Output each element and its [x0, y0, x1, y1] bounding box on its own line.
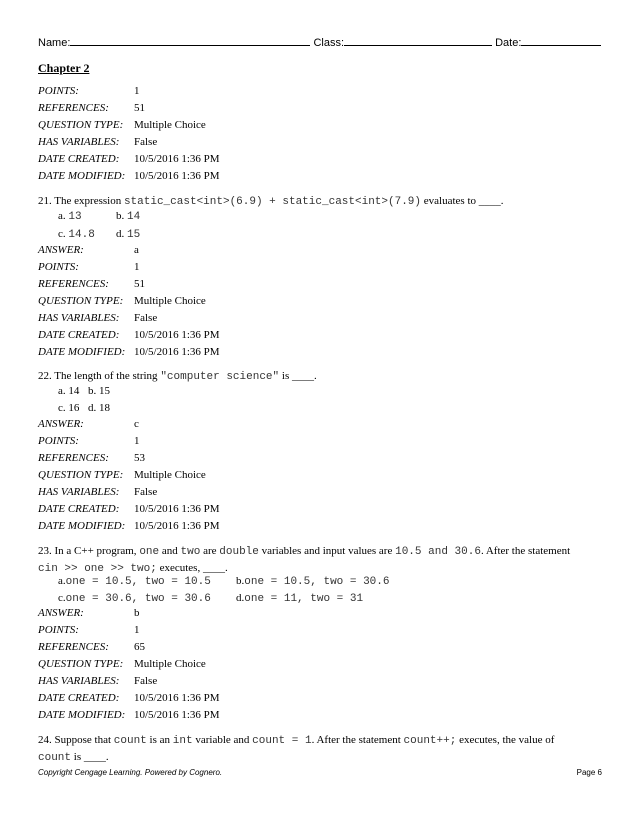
meta-value: 10/5/2016 1:36 PM: [134, 520, 220, 532]
meta-key: DATE CREATED:: [38, 329, 120, 341]
meta-key: DATE CREATED:: [38, 692, 120, 704]
option-d: d. 18: [88, 402, 110, 414]
meta-value: 10/5/2016 1:36 PM: [134, 170, 220, 182]
option-text: 14.8: [68, 229, 95, 241]
meta-key: DATE MODIFIED:: [38, 170, 126, 182]
meta-key: HAS VARIABLES:: [38, 486, 120, 498]
option-text: 13: [68, 211, 82, 223]
q-text: 23. In a C++ program,: [38, 545, 140, 557]
q-code: two: [180, 546, 201, 558]
copyright-text: Copyright Cengage Learning. Powered by Cognero.: [38, 768, 223, 777]
meta-value: 1: [134, 261, 140, 273]
meta-value: 10/5/2016 1:36 PM: [134, 346, 220, 358]
meta-value: 65: [134, 641, 145, 653]
date-label: Date:: [495, 37, 522, 49]
question-21-metadata: [38, 242, 338, 361]
meta-value: Multiple Choice: [134, 295, 206, 307]
option-letter: a.: [58, 210, 66, 222]
meta-key: HAS VARIABLES:: [38, 312, 120, 324]
option-a: a. 14: [58, 385, 80, 397]
option-c: c. 16: [58, 402, 80, 414]
meta-key: HAS VARIABLES:: [38, 136, 120, 148]
class-blank: [344, 35, 492, 46]
option-letter: d.: [236, 592, 245, 604]
question-24-stem: [38, 732, 602, 766]
q-text: . After the statement: [311, 734, 404, 746]
meta-value: 10/5/2016 1:36 PM: [134, 709, 220, 721]
question-22-options-row1: [58, 383, 110, 400]
question-22-options-row2: [58, 400, 110, 417]
question-22-metadata: [38, 416, 338, 535]
meta-value: 1: [134, 435, 140, 447]
meta-value: 10/5/2016 1:36 PM: [134, 692, 220, 704]
option-text: one = 10.5, two = 30.6: [244, 576, 390, 588]
meta-key: REFERENCES:: [38, 278, 109, 290]
q-code: count++;: [403, 735, 457, 747]
name-blank: [70, 35, 310, 46]
meta-row-question-type: [38, 656, 338, 673]
meta-key: DATE MODIFIED:: [38, 520, 126, 532]
q-text: is ____.: [279, 370, 317, 382]
meta-value: Multiple Choice: [134, 119, 206, 131]
option-text: 15: [127, 229, 141, 241]
meta-value: False: [134, 312, 158, 324]
meta-row-references: [38, 100, 338, 117]
meta-value: False: [134, 136, 158, 148]
q-code: static_cast<int>(6.9) + static_cast<int>(7.9): [123, 196, 422, 208]
meta-row-points: [38, 83, 338, 100]
meta-key: DATE MODIFIED:: [38, 346, 126, 358]
question-23-metadata: [38, 605, 338, 724]
meta-key: QUESTION TYPE:: [38, 658, 124, 670]
q-text: and: [159, 545, 181, 557]
meta-value: b: [134, 607, 140, 619]
option-text: 14: [127, 211, 141, 223]
option-text: one = 11, two = 31: [244, 593, 364, 605]
option-letter: b.: [236, 575, 245, 587]
meta-key: REFERENCES:: [38, 452, 109, 464]
date-blank: [521, 35, 601, 46]
meta-row-points: [38, 433, 338, 450]
q-code: count = 1: [252, 735, 312, 747]
meta-key: DATE MODIFIED:: [38, 709, 126, 721]
page-number: Page 6: [576, 768, 602, 777]
option-b: [236, 573, 389, 591]
meta-key: POINTS:: [38, 261, 79, 273]
meta-row-answer: [38, 416, 338, 433]
meta-row-date-created: [38, 501, 338, 518]
meta-row-date-modified: [38, 344, 338, 361]
option-b: b. 15: [88, 385, 110, 397]
meta-value: Multiple Choice: [134, 658, 206, 670]
meta-key: HAS VARIABLES:: [38, 675, 120, 687]
meta-row-date-created: [38, 690, 338, 707]
meta-key: POINTS:: [38, 85, 79, 97]
meta-row-date-modified: [38, 707, 338, 724]
option-letter: d.: [116, 228, 125, 240]
page-footer: [38, 768, 602, 777]
question-metadata: [38, 83, 338, 185]
meta-row-has-variables: [38, 310, 338, 327]
meta-value: 53: [134, 452, 145, 464]
class-label: Class:: [313, 37, 345, 49]
meta-row-date-created: [38, 151, 338, 168]
meta-value: a: [134, 244, 139, 256]
q-text: 22. The length of the string: [38, 370, 161, 382]
meta-key: POINTS:: [38, 624, 79, 636]
option-text: one = 30.6, two = 30.6: [65, 593, 211, 605]
option-b: [116, 208, 140, 226]
q-code: 10.5 and 30.6: [395, 546, 481, 558]
meta-row-has-variables: [38, 673, 338, 690]
q-code: count: [38, 752, 72, 764]
q-text: variables and input values are: [258, 545, 396, 557]
option-text: one = 10.5, two = 10.5: [65, 576, 211, 588]
q-text: is an: [146, 734, 173, 746]
meta-row-references: [38, 639, 338, 656]
meta-value: c: [134, 418, 139, 430]
meta-row-points: [38, 622, 338, 639]
q-code: int: [172, 735, 193, 747]
q-text: evaluates to ____.: [421, 195, 504, 207]
meta-row-references: [38, 276, 338, 293]
meta-value: False: [134, 675, 158, 687]
meta-key: ANSWER:: [38, 244, 84, 256]
meta-value: 51: [134, 278, 145, 290]
q-code: "computer science": [160, 371, 280, 383]
q-text: 24. Suppose that: [38, 734, 114, 746]
meta-value: 1: [134, 624, 140, 636]
meta-value: Multiple Choice: [134, 469, 206, 481]
meta-row-question-type: [38, 117, 338, 134]
meta-row-date-modified: [38, 168, 338, 185]
name-label: Name:: [38, 37, 71, 49]
q-code: one: [139, 546, 160, 558]
option-letter: b.: [116, 210, 125, 222]
q-code: count: [113, 735, 147, 747]
meta-key: ANSWER:: [38, 418, 84, 430]
meta-value: False: [134, 486, 158, 498]
meta-row-points: [38, 259, 338, 276]
option-letter: c.: [58, 592, 66, 604]
meta-key: QUESTION TYPE:: [38, 469, 124, 481]
meta-key: QUESTION TYPE:: [38, 119, 124, 131]
meta-row-question-type: [38, 293, 338, 310]
meta-value: 51: [134, 102, 145, 114]
q-code: double: [219, 546, 259, 558]
q-text: 21. The expression: [38, 195, 124, 207]
meta-row-answer: [38, 242, 338, 259]
q-text: is ____.: [71, 751, 109, 763]
q-text: are: [200, 545, 220, 557]
chapter-title: Chapter 2: [38, 61, 90, 75]
option-a: [58, 208, 116, 226]
q-code: cin >> one >> two;: [38, 563, 157, 575]
meta-key: REFERENCES:: [38, 641, 109, 653]
meta-row-has-variables: [38, 484, 338, 501]
meta-row-date-modified: [38, 518, 338, 535]
option-letter: a.: [58, 575, 66, 587]
q-text: . After the statement: [480, 545, 571, 557]
meta-key: ANSWER:: [38, 607, 84, 619]
option-a: [58, 573, 236, 591]
meta-value: 1: [134, 85, 140, 97]
meta-row-question-type: [38, 467, 338, 484]
question-23-stem: [38, 543, 602, 577]
student-info-header: [38, 35, 602, 49]
meta-key: QUESTION TYPE:: [38, 295, 124, 307]
meta-row-date-created: [38, 327, 338, 344]
q-text: variable and: [192, 734, 253, 746]
meta-key: REFERENCES:: [38, 102, 109, 114]
q-text: executes, the value of: [456, 734, 555, 746]
meta-key: POINTS:: [38, 435, 79, 447]
question-23-options-row1: [58, 573, 389, 591]
meta-row-references: [38, 450, 338, 467]
meta-row-answer: [38, 605, 338, 622]
meta-value: 10/5/2016 1:36 PM: [134, 329, 220, 341]
meta-value: 10/5/2016 1:36 PM: [134, 503, 220, 515]
option-letter: c.: [58, 228, 66, 240]
q-text: executes, ____.: [156, 562, 228, 574]
question-21-options-row1: [58, 208, 140, 226]
meta-row-has-variables: [38, 134, 338, 151]
meta-key: DATE CREATED:: [38, 503, 120, 515]
meta-key: DATE CREATED:: [38, 153, 120, 165]
question-22-stem: [38, 368, 602, 385]
meta-value: 10/5/2016 1:36 PM: [134, 153, 220, 165]
